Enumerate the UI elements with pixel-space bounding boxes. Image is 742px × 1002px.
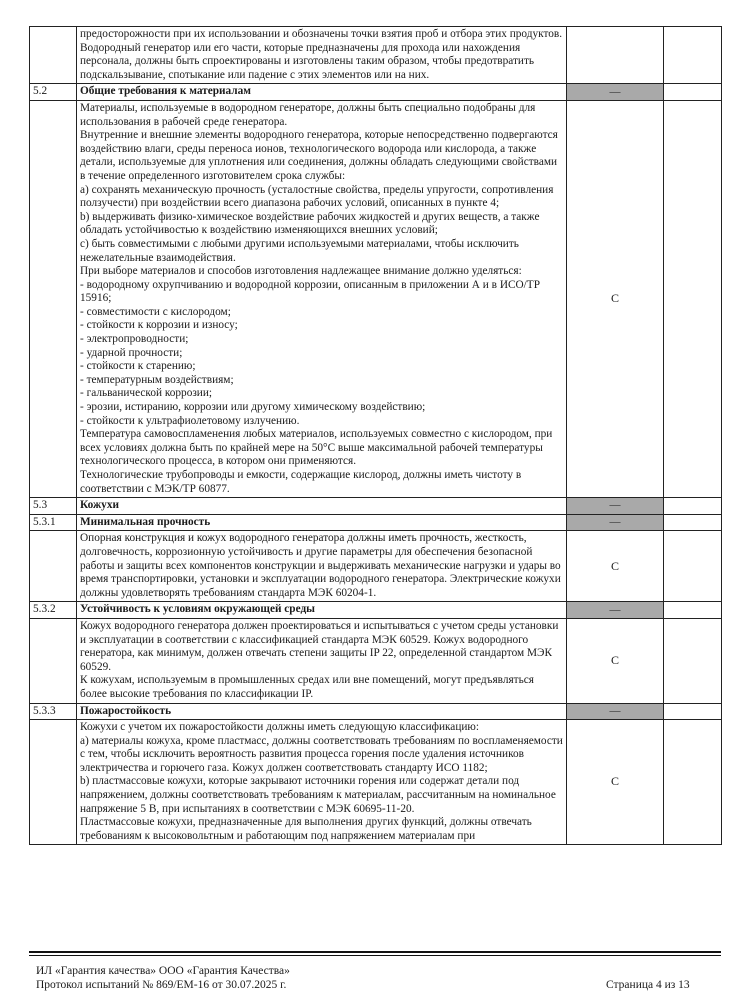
clause-number: 5.3.2	[30, 602, 77, 619]
table-row	[30, 720, 722, 845]
notes-cell	[664, 514, 722, 531]
text-line: a) материалы кожуха, кроме пластмасс, должны соответствовать требованиям по воспламеняемости с тем, чтобы исключить вероятность развития процесса горения после удаления источников электричества и горючего газа. Кожух должен соответствовать стандарту ИСО 1182;	[80, 734, 563, 774]
section-header-row	[30, 602, 722, 619]
text-line: - стойкости к ультрафиолетовому излучению.	[80, 414, 300, 427]
text-line: - стойкости к коррозии и износу;	[80, 319, 238, 332]
notes-cell	[664, 618, 722, 703]
text-line: Технологические трубопроводы и емкости, содержащие кислород, должны иметь чистоту в соответствии с МЭК/ТР 60877.	[80, 469, 522, 495]
verdict-cell: —	[567, 84, 664, 101]
text-line: Опорная конструкция и кожух водородного генератора должны иметь прочность, жесткость, долговечность, коррозионную устойчивость и другие параметры для обеспечения безопасной работы и защиты всех компонентов конструкции и выдерживать механические нагрузки и удары во время транспортировки, установки и эксплуатации водородного генератора. Электрические кожухи должны удовлетворять требованиям стандарта МЭК 60204-1.	[80, 532, 561, 599]
requirement-text	[77, 720, 567, 845]
clause-number: 5.3	[30, 498, 77, 515]
text-line: Кожух водородного генератора должен проектироваться и испытываться с учетом среды установки и эксплуатации в соответствии с классификацией стандарта МЭК 60529. Кожух водородного генератора, как минимум, должен отвечать степени защиты IP 22, определенной стандартом МЭК 60529.	[80, 619, 559, 673]
requirement-text	[77, 100, 567, 497]
text-line: Температура самовоспламенения любых материалов, используемых совместно с кислородом, при всех условиях должна быть по крайней мере на 50°С выше максимальной рабочей температуры технологического процесса, в котором они применяются.	[80, 428, 553, 468]
footer-divider	[29, 951, 721, 953]
section-title: Кожухи	[77, 498, 567, 515]
verdict-cell: —	[567, 602, 664, 619]
text-line: a) сохранять механическую прочность (усталостные свойства, пределы упругости, сопротивления ползучести) при воздействии всего диапазона рабочих условий, описанных в пункте 4;	[80, 183, 554, 210]
text-line: Кожухи с учетом их пожаростойкости должны иметь следующую классификацию:	[80, 721, 479, 734]
footer-divider	[29, 955, 721, 956]
text-line: - температурным воздействиям;	[80, 373, 234, 386]
requirement-text	[77, 27, 567, 84]
table-row	[30, 618, 722, 703]
text-line: - совместимости с кислородом;	[80, 305, 231, 318]
protocol-table-sheet	[29, 26, 721, 962]
notes-cell	[664, 720, 722, 845]
footer-page-number: Страница 4 из 13	[606, 979, 690, 991]
notes-cell	[664, 27, 722, 84]
text-line: - гальванической коррозии;	[80, 387, 213, 400]
footer-protocol-number: Протокол испытаний № 869/ЕМ-16 от 30.07.2025 г.	[36, 979, 287, 991]
verdict-cell: —	[567, 703, 664, 720]
section-header-row	[30, 514, 722, 531]
text-line: - ударной прочности;	[80, 346, 183, 359]
text-line: предосторожности при их использовании и обозначены точки взятия проб и отбора этих продуктов.	[80, 28, 563, 40]
text-line: Внутренние и внешние элементы водородного генератора, которые непосредственно подвергаются воздействию влаги, среды переноса ионов, технологического водорода или кислорода, а также детали, используемые для уплотнения или соединения, должны обладать следующими свойствами в течение определенного изготовителем срока службы:	[80, 129, 558, 182]
section-header-row	[30, 84, 722, 101]
notes-cell	[664, 703, 722, 720]
clause-number	[30, 27, 77, 84]
text-line: При выборе материалов и способов изготовления надлежащее внимание должно уделяться:	[80, 265, 522, 278]
clause-number: 5.2	[30, 84, 77, 101]
section-header-row	[30, 498, 722, 515]
requirement-text	[77, 531, 567, 602]
verdict-cell	[567, 27, 664, 84]
section-title: Общие требования к материалам	[77, 84, 567, 101]
section-title: Пожаростойкость	[77, 703, 567, 720]
notes-cell	[664, 84, 722, 101]
table-row	[30, 100, 722, 497]
clause-number: 5.3.1	[30, 514, 77, 531]
requirement-text	[77, 618, 567, 703]
verdict-cell: С	[567, 720, 664, 845]
requirements-table	[29, 26, 722, 845]
verdict-cell: С	[567, 100, 664, 497]
notes-cell	[664, 531, 722, 602]
section-title: Минимальная прочность	[77, 514, 567, 531]
text-line: - стойкости к старению;	[80, 360, 196, 373]
notes-cell	[664, 602, 722, 619]
text-line: Материалы, используемые в водородном генераторе, должны быть специально подобраны для использования в рабочей среде генератора.	[80, 101, 536, 128]
table-row	[30, 27, 722, 84]
text-line: К кожухам, используемым в промышленных средах или вне помещений, могут предъявляться более высокие требования по классификации IP.	[80, 674, 534, 700]
verdict-cell: С	[567, 618, 664, 703]
text-line: c) быть совместимыми с любыми другими используемыми материалами, чтобы исключить нежелательные взаимодействия.	[80, 237, 519, 264]
verdict-cell: С	[567, 531, 664, 602]
section-title: Устойчивость к условиям окружающей среды	[77, 602, 567, 619]
footer-lab-name: ИЛ «Гарантия качества» ООО «Гарантия Качества»	[36, 965, 290, 977]
notes-cell	[664, 498, 722, 515]
notes-cell	[664, 100, 722, 497]
section-header-row	[30, 703, 722, 720]
table-row	[30, 531, 722, 602]
text-line: Водородный генератор или его части, которые предназначены для прохода или нахождения персонала, должны быть спроектированы и изготовлены таким образом, чтобы предотвратить подскальзывание, спотыкание или падение с этих элементов или на них.	[80, 41, 535, 81]
text-line: b) пластмассовые кожухи, которые закрывают источники горения или содержат детали под напряжением, должны соответствовать требованиям к материалам, рассчитанным на номинальное напряжение 5 В, при испытаниях в соответствии с МЭК 60695-11-20.	[80, 775, 556, 815]
text-line: Пластмассовые кожухи, предназначенные для выполнения других функций, должны отвечать требованиям к высоковольтным и работающим под напряжением материалам при	[80, 816, 532, 842]
text-line: - эрозии, истиранию, коррозии или другому химическому воздействию;	[80, 401, 426, 414]
verdict-cell: —	[567, 498, 664, 515]
text-line: - электропроводности;	[80, 333, 189, 346]
text-line: b) выдерживать физико-химическое воздействие рабочих жидкостей и других веществ, а также обладать устойчивостью к воздействию изменяющихся внешних условий;	[80, 210, 540, 237]
text-line: - водородному охрупчиванию и водородной коррозии, описанным в приложении А и в ИСО/ТР 15916;	[80, 278, 540, 305]
verdict-cell: —	[567, 514, 664, 531]
clause-number: 5.3.3	[30, 703, 77, 720]
